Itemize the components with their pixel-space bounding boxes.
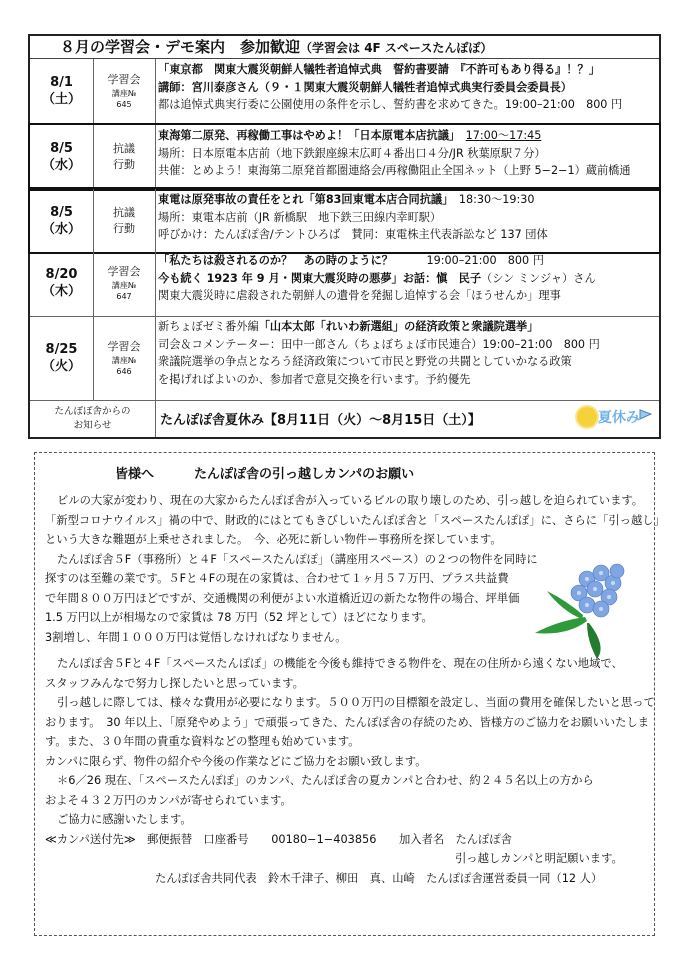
remittance-note: 引っ越しカンパと明記願います。 [455,852,623,865]
notice-row [30,400,659,437]
summer-badge: 夏休み [598,410,640,426]
schedule-title: ８月の学習会・デモ案内 参加歓迎 [60,38,301,56]
signature: たんぽぽ舎共同代表 鈴木千津子、柳田 真、山崎 たんぽぽ舎運営委員一同（12 人） [155,871,603,885]
schedule-row [30,59,659,124]
event-date: 8/25 （火） [30,316,94,400]
event-description: 東電は原発事故の責任をとれ「第83回東電本店合同抗議」 18:30～19:30 場所：東電本店前（JR 新橋駅 地下鉄三田線内幸町駅） 呼びかけ：たんぽぽ舎/テントひろば 賛同：東電株主代表訴訟など 137 団体 [158,193,548,241]
event-date: 8/1 （土） [30,59,94,123]
schedule-row [28,123,661,191]
event-schedule-table [28,34,661,439]
event-category: 学習会 講座№ 646 [93,316,156,400]
event-description: 「私たちは殺されるのか？ あの時のように？ 19:00–21:00 800 円 今も続く 1923 年 9 月・関東大震災時の悪夢」お話：愼 民子（シン ミンジャ）さん 関東大震災時に虐殺された朝鮮人の遺骨を発掘し追悼する会「ほうせんか」理事 [158,254,596,302]
appeal-title: 皆様へ たんぽぽ舎の引っ越しカンパのお願い [115,467,415,482]
schedule-row [30,316,659,401]
event-category: 抗議 行動 [93,125,156,189]
notice-label: たんぽぽ舎からの お知らせ [30,400,156,437]
schedule-subtitle: （学習会は 4F スペースたんぽぽ） [300,41,493,55]
summer-holiday-notice: たんぽぽ舎夏休み【8月11日（火）～8月15日（土）】 [160,413,481,428]
event-description: 新ちょぼゼミ番外編「山本太郎「れいわ新選組」の経済政策と衆議院選挙」 司会＆コメンテーター：田中一郎さん（ちょぼちょぼ市民連合）19:00–21:00 800 円 衆議院選挙の争点となろう経済政策について市民と野党の共闘としていかなる政策 を掲げればよいのか、参加者で意見交換を行います。予約優先 [158,320,600,386]
event-description: 東海第二原発、再稼働工事はやめよ！「日本原電本店抗議」 17:00～17:45 場所：日本原電本店前（地下鉄銀座線末広町４番出口４分/JR 秋葉原駅７分） 共催：とめよう！東海第二原発首都圏連絡会/再稼働阻止全国ネット（上野 5−2−1）蔵前橋通 [158,129,631,177]
event-category: 学習会 講座№ 647 [93,250,156,316]
event-description: 「東京都 関東大震災朝鮮人犠牲者追悼式典 誓約書要請 『不許可もあり得る』！？」 講師：宮川泰彦さん（９・１関東大震災朝鮮人犠牲者追悼式典実行委員会委員長） 都は追悼式典実行委に公園使用の条件を示し、誓約書を求めてきた。19:00–21:00 800 円 [158,63,623,111]
schedule-row [30,250,659,317]
appeal-body: ビルの大家が変わり、現在の大家からたんぽぽ舎が入っているビルの取り壊しのため、引っ越しを迫られています。 「新型コロナウイルス」禍の中で、財政的にはとてもきびしいたんぽぽ舎と「スペースたんぽぽ」に、さらに「引っ越し」 という大きな難題が上乗せされました。 今、必死に新しい物件ー事務所を探しています。 たんぽぽ舎５F（事務所）と４F「スペースたんぽぽ」（講座用スペース）の２つの物件を同時に 探すのは至難の業です。５Fと４Fの現在の家賃は、合わせて１ヶ月５７万円、プラス共益費 で年間８００万円ほどですが、交通機関の利便がよい水道橋近辺の新たな物件の場合、坪単価 1.5 万円以上が相場なので家賃は 78 万円（52 坪として）ほどになります。 3割増し、年間１０００万円は覚悟しなければなりません。 たんぽぽ舎５Fと４F「スペースたんぽぽ」の機能を今後も維持できる物件を、現在の住所から遠くない地域で、 スタッフみんなで努力し探したいと思っています。 引っ越しに際しては、様々な費用が必要になります。５００万円の目標額を設定し、当面の費用を確保したいと思って おります。 30 年以上、「原発やめよう」で頑張ってきた、たんぽぽ舎の存続のため、皆様方のご協力をお願いいたしま す。また、３０年間の貴重な資料などの整理も始めています。 カンパに限らず、物件の紹介や今後の作業などにご協力をお願い致します。 ＊6／26 現在、「スペースたんぽぽ」のカンパ、たんぽぽ舎の夏カンパと合わせ、約２４５名以上の方から およそ４３２万円のカンパが寄せられています。 ご協力に感謝いたします。 ≪カンパ送付先≫ 郵便振替 口座番号 00180−1−403856 加入者名 たんぽぽ舎 引っ越しカンパと明記願います。 たんぽぽ舎共同代表 鈴木千津子、柳田 真、山崎 たんぽぽ舎運営委員一同（12 人） [45,491,650,888]
event-date: 8/5 （水） [30,125,94,189]
event-date: 8/20 （木） [30,250,94,316]
schedule-row [28,187,661,254]
event-category: 学習会 講座№ 645 [93,59,156,123]
remittance-info: ≪カンパ送付先≫ 郵便振替 口座番号 00180−1−403856 加入者名 たんぽぽ舎 [45,832,512,846]
schedule-header [30,36,659,59]
donation-appeal-box [34,452,665,936]
event-date: 8/5 （水） [30,189,94,252]
sun-icon [577,407,597,427]
event-category: 抗議 行動 [93,189,156,252]
pennant-icon [638,408,652,422]
